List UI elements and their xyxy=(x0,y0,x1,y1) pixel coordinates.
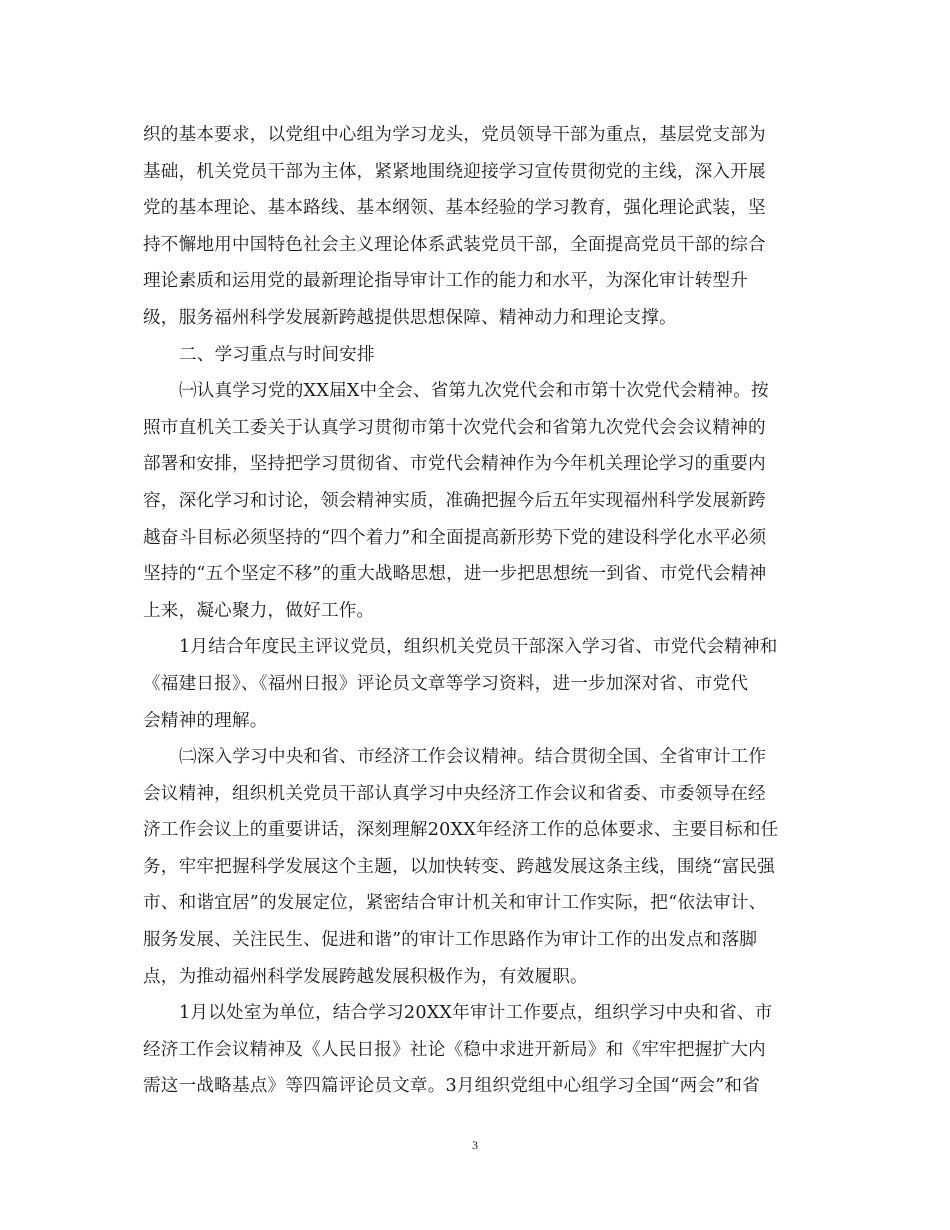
text-line: ㈡深入学习中央和省、市经济工作会议精神。结合贯彻全国、全省审计工作 xyxy=(179,747,767,768)
text-line: 1月以处室为单位，结合学习20XX年审计工作要点，组织学习中央和省、市 xyxy=(179,1003,773,1024)
text-line: 坚持的“五个坚定不移”的重大战略思想，进一步把思想统一到省、市党代会精神 xyxy=(143,564,767,585)
text-line: 济工作会议上的重要讲话，深刻理解20XX年经济工作的总体要求、主要目标和任 xyxy=(143,820,779,841)
text-line: 市、和谐宜居”的发展定位，紧密结合审计机关和审计工作实际，把“依法审计、 xyxy=(143,893,767,914)
text-line: 点，为推动福州科学发展跨越发展积极作为，有效履职。 xyxy=(143,966,588,987)
text-line: 基础，机关党员干部为主体，紧紧地围绕迎接学习宣传贯彻党的主线，深入开展 xyxy=(143,161,766,182)
text-line: 照市直机关工委关于认真学习贯彻市第十次党代会和省第九次党代会会议精神的 xyxy=(143,417,766,438)
text-line: ㈠认真学习党的XX届X中全会、省第九次党代会和市第十次党代会精神。按 xyxy=(179,381,769,402)
page-number: 3 xyxy=(472,1138,478,1152)
text-line: 容，深化学习和讨论，领会精神实质，准确把握今后五年实现福州科学发展新跨 xyxy=(143,490,766,511)
text-line: 织的基本要求，以党组中心组为学习龙头，党员领导干部为重点，基层党支部为 xyxy=(143,125,766,145)
text-line: 部署和安排，坚持把学习贯彻省、市党代会精神作为今年机关理论学习的重要内 xyxy=(143,454,766,475)
text-line: 级，服务福州科学发展新跨越提供思想保障、精神动力和理论支撑。 xyxy=(143,307,677,328)
text-line: 上来，凝心聚力，做好工作。 xyxy=(143,600,375,621)
text-line: 会议精神，组织机关党员干部认真学习中央经济工作会议和省委、市委领导在经 xyxy=(143,783,766,804)
text-line: 持不懈地用中国特色社会主义理论体系武装党员干部，全面提高党员干部的综合 xyxy=(143,234,766,255)
text-line: 越奋斗目标必须坚持的“四个着力”和全面提高新形势下党的建设科学化水平必须 xyxy=(143,527,767,548)
text-line: 需这一战略基点》等四篇评论员文章。3月组织党组中心组学习全国“两会”和省 xyxy=(143,1076,760,1097)
text-line: 务，牢牢把握科学发展这个主题，以加快转变、跨越发展这条主线，围绕“富民强 xyxy=(143,856,775,877)
text-line: 会精神的理解。 xyxy=(143,710,268,731)
text-line: 1月结合年度民主评议党员，组织机关党员干部深入学习省、市党代会精神和 xyxy=(179,637,778,658)
text-line: 理论素质和运用党的最新理论指导审计工作的能力和水平，为深化审计转型升 xyxy=(143,271,748,292)
text-line: 服务发展、关注民生、促进和谐”的审计工作思路作为审计工作的出发点和落脚 xyxy=(143,930,758,951)
text-line: 二、学习重点与时间安排 xyxy=(179,344,375,365)
text-line: 经济工作会议精神及《人民日报》社论《稳中求进开新局》和《牢牢把握扩大内 xyxy=(143,1039,766,1060)
body-text xyxy=(143,117,813,1105)
text-line: 《福建日报》、《福州日报》评论员文章等学习资料，进一步加深对省、市党代 xyxy=(143,673,749,694)
text-line: 党的基本理论、基本路线、基本纲领、基本经验的学习教育，强化理论武装，坚 xyxy=(143,198,766,219)
